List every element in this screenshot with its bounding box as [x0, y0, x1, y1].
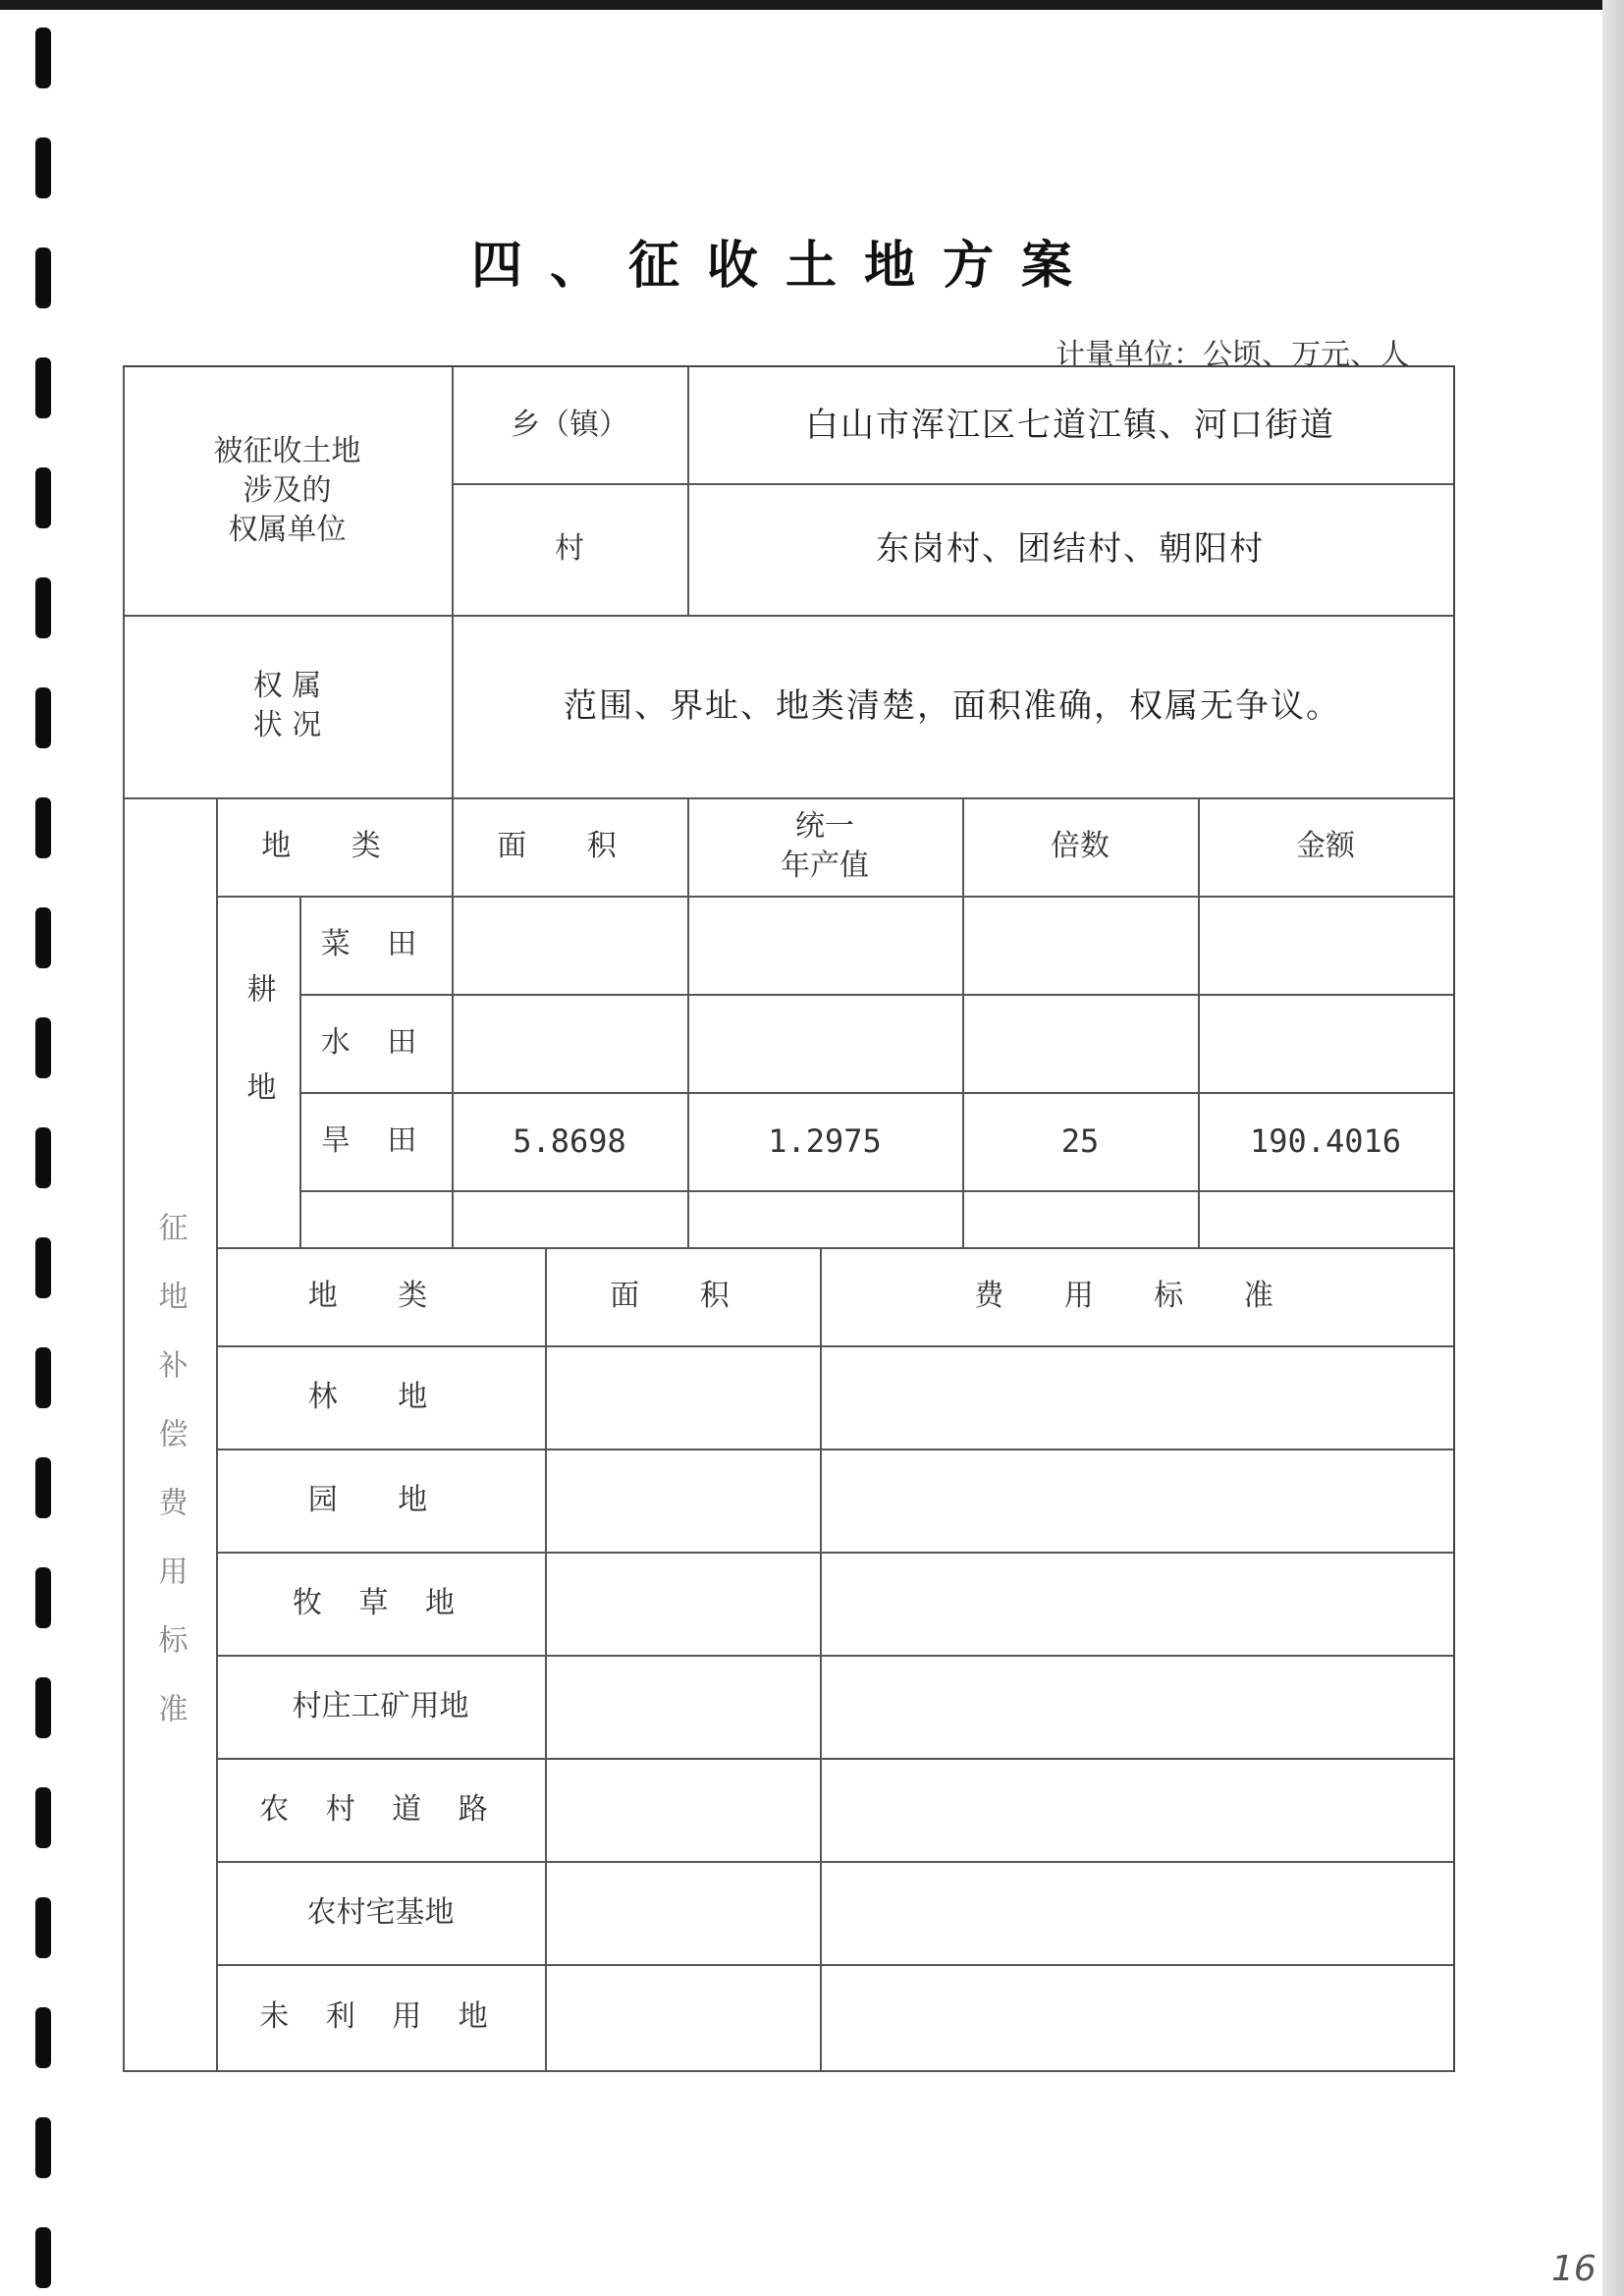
other-land-type: 农村宅基地	[306, 1894, 455, 1930]
farmland-area	[452, 994, 687, 1092]
farmland-area: 5.8698	[513, 1122, 626, 1160]
other-land-area	[545, 1552, 820, 1655]
other-land-type: 园 地	[307, 1482, 454, 1517]
farmland-area	[452, 1190, 687, 1247]
farmland-multiple	[962, 994, 1198, 1092]
header-multiple: 倍数	[1051, 829, 1110, 863]
other-land-area	[545, 1345, 820, 1449]
other-land-area	[545, 1964, 820, 2070]
farmland-annual-value	[687, 994, 962, 1092]
other-land-standard	[820, 1552, 1453, 1655]
ownership-status-value: 范围、界址、地类清楚，面积准确，权属无争议。	[564, 686, 1341, 726]
scan-right-edge	[1602, 0, 1624, 2296]
other-header-fee-standard: 费 用 标 准	[974, 1279, 1299, 1313]
other-land-area	[545, 1861, 820, 1964]
village-label: 村	[555, 531, 584, 566]
header-annual-value: 统一 年产值	[781, 809, 869, 883]
binding-holes	[35, 20, 55, 2296]
farmland-annual-value	[687, 1190, 962, 1247]
page-number: 16	[1551, 2249, 1597, 2289]
farmland-type: 旱 田	[320, 1123, 431, 1158]
farmland-amount	[1198, 896, 1453, 994]
measurement-units: 计量单位：公顷、万元、人	[1056, 338, 1409, 372]
compensation-side-label: 征地补偿费用标准	[152, 1212, 188, 1762]
town-value: 白山市浑江区七道江镇、河口街道	[805, 406, 1335, 445]
other-land-type: 牧 草 地	[292, 1585, 469, 1620]
page-title: 四、征收土地方案	[471, 237, 1101, 296]
scan-top-edge	[0, 0, 1624, 10]
other-land-standard	[820, 1655, 1453, 1758]
farmland-area	[452, 896, 687, 994]
farmland-group-label: 耕地	[241, 973, 276, 1170]
village-value: 东岗村、团结村、朝阳村	[876, 529, 1265, 569]
farmland-amount	[1198, 1190, 1453, 1247]
header-amount: 金额	[1296, 829, 1355, 863]
farmland-type	[299, 1190, 452, 1247]
other-land-standard	[820, 1345, 1453, 1449]
farmland-annual-value: 1.2975	[768, 1122, 882, 1160]
farmland-multiple	[962, 896, 1198, 994]
other-land-standard	[820, 1449, 1453, 1552]
ownership-status-label: 权 属 状 况	[252, 669, 322, 742]
header-land-type: 地 类	[261, 829, 406, 863]
other-land-area	[545, 1758, 820, 1861]
other-header-area: 面 积	[610, 1279, 755, 1313]
other-land-standard	[820, 1758, 1453, 1861]
other-land-standard	[820, 1861, 1453, 1964]
farmland-amount: 190.4016	[1249, 1122, 1402, 1160]
farmland-type: 水 田	[320, 1025, 431, 1060]
header-area: 面 积	[497, 829, 642, 863]
other-land-area	[545, 1655, 820, 1758]
other-land-standard	[820, 1964, 1453, 2070]
other-land-type: 村庄工矿用地	[292, 1688, 469, 1723]
farmland-multiple: 25	[1060, 1122, 1100, 1160]
town-label: 乡（镇）	[511, 408, 628, 442]
other-land-type: 农 村 道 路	[259, 1791, 502, 1827]
farmland-multiple	[962, 1190, 1198, 1247]
other-land-type: 林 地	[307, 1379, 454, 1414]
other-header-land-type: 地 类	[307, 1279, 454, 1313]
farmland-annual-value	[687, 896, 962, 994]
farmland-type: 菜 田	[320, 927, 431, 961]
other-land-type: 未 利 用 地	[259, 1999, 502, 2034]
owner-unit-label: 被征收土地 涉及的 权属单位	[213, 434, 361, 547]
other-land-area	[545, 1449, 820, 1552]
farmland-amount	[1198, 994, 1453, 1092]
land-acquisition-form	[123, 365, 1455, 2072]
